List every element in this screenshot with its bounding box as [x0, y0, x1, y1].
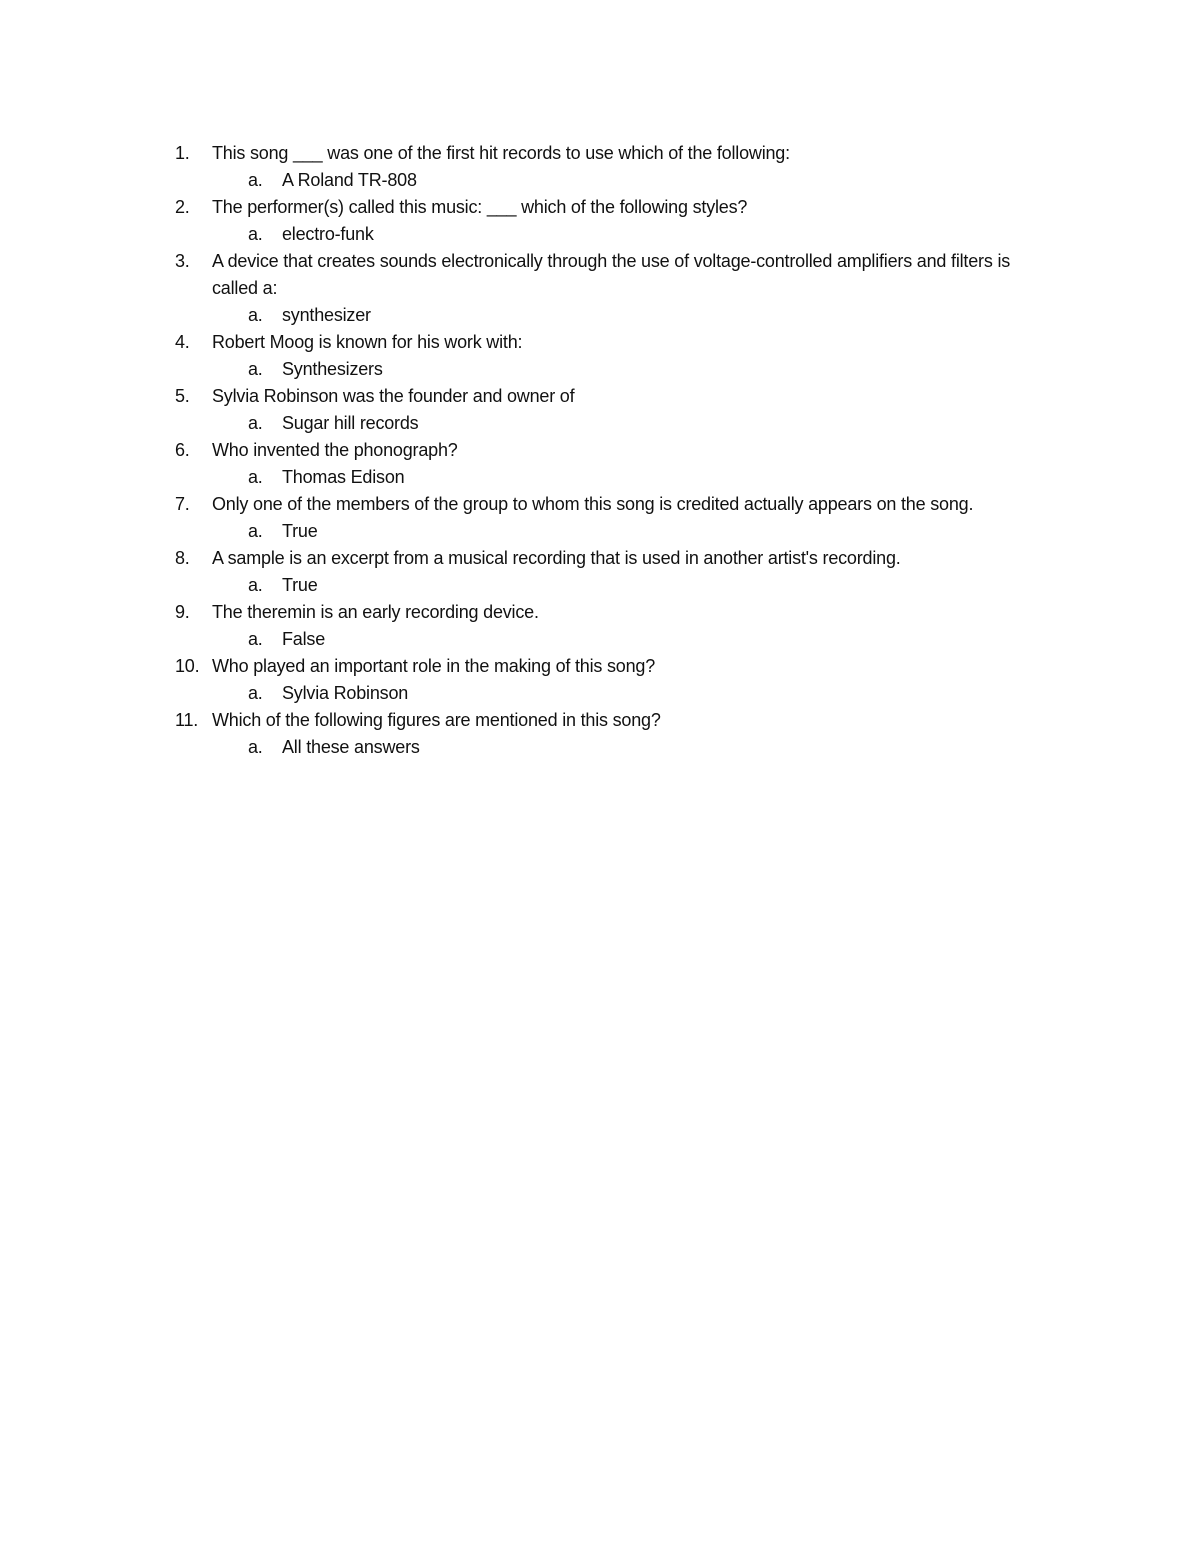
answer-text: Synthesizers: [282, 359, 383, 379]
answer-label: a.: [248, 737, 263, 757]
question-text: Sylvia Robinson was the founder and owner of: [212, 386, 575, 406]
answer-label: a.: [248, 413, 263, 433]
question-row: [175, 653, 1075, 680]
question-list: [175, 140, 1075, 761]
question-item: [175, 248, 1075, 329]
question-text: A device that creates sounds electronically through the use of voltage-controlled amplifiers and filters is called a:: [212, 251, 1011, 298]
answer-text: True: [282, 521, 318, 541]
answer-label: a.: [248, 305, 263, 325]
question-number: 9.: [175, 602, 190, 622]
answer-label: a.: [248, 359, 263, 379]
answer-text: Sugar hill records: [282, 413, 419, 433]
question-row: [175, 140, 1075, 167]
answer-row: [175, 410, 1075, 437]
answer-text: True: [282, 575, 318, 595]
question-number: 10.: [175, 656, 200, 676]
question-number: 11.: [175, 710, 199, 730]
answer-row: [175, 734, 1075, 761]
answer-label: a.: [248, 467, 263, 487]
question-text: A sample is an excerpt from a musical recording that is used in another artist's recording.: [212, 548, 901, 568]
answer-row: [175, 518, 1075, 545]
question-row: [175, 437, 1075, 464]
answer-text: A Roland TR-808: [282, 170, 417, 190]
question-row: [175, 194, 1075, 221]
answer-row: [175, 680, 1075, 707]
answer-label: a.: [248, 629, 263, 649]
answer-label: a.: [248, 521, 263, 541]
question-row: [175, 329, 1075, 356]
question-item: [175, 329, 1075, 383]
question-row: [175, 599, 1075, 626]
question-text: Who played an important role in the making of this song?: [212, 656, 656, 676]
answer-text: electro-funk: [282, 224, 374, 244]
answer-text: False: [282, 629, 326, 649]
question-item: [175, 707, 1075, 761]
question-text: Only one of the members of the group to whom this song is credited actually appears on the song.: [212, 494, 974, 514]
question-item: [175, 383, 1075, 437]
question-text: Who invented the phonograph?: [212, 440, 458, 460]
question-item: [175, 491, 1075, 545]
question-item: [175, 194, 1075, 248]
question-text: Which of the following figures are mentioned in this song?: [212, 710, 661, 730]
answer-label: a.: [248, 170, 263, 190]
question-row: [175, 491, 1075, 518]
answer-text: All these answers: [282, 737, 420, 757]
question-number: 4.: [175, 332, 190, 352]
question-item: [175, 599, 1075, 653]
question-text: Robert Moog is known for his work with:: [212, 332, 523, 352]
question-item: [175, 545, 1075, 599]
question-number: 1.: [175, 143, 190, 163]
question-text: This song ___ was one of the first hit records to use which of the following:: [212, 143, 790, 163]
question-text: The performer(s) called this music: ___ which of the following styles?: [212, 197, 748, 217]
question-number: 3.: [175, 251, 190, 271]
answer-row: [175, 626, 1075, 653]
question-item: [175, 653, 1075, 707]
answer-label: a.: [248, 683, 263, 703]
answer-row: [175, 302, 1075, 329]
answer-row: [175, 464, 1075, 491]
question-row: [175, 707, 1075, 734]
answer-row: [175, 167, 1075, 194]
question-item: [175, 437, 1075, 491]
question-number: 5.: [175, 386, 190, 406]
answer-text: synthesizer: [282, 305, 371, 325]
question-row: [175, 248, 1075, 302]
question-number: 6.: [175, 440, 190, 460]
question-number: 2.: [175, 197, 190, 217]
question-row: [175, 545, 1075, 572]
question-number: 7.: [175, 494, 190, 514]
answer-label: a.: [248, 224, 263, 244]
answer-text: Thomas Edison: [282, 467, 405, 487]
question-text: The theremin is an early recording device.: [212, 602, 539, 622]
answer-label: a.: [248, 575, 263, 595]
answer-text: Sylvia Robinson: [282, 683, 409, 703]
question-row: [175, 383, 1075, 410]
question-item: [175, 140, 1075, 194]
answer-row: [175, 356, 1075, 383]
answer-row: [175, 221, 1075, 248]
question-number: 8.: [175, 548, 190, 568]
answer-row: [175, 572, 1075, 599]
